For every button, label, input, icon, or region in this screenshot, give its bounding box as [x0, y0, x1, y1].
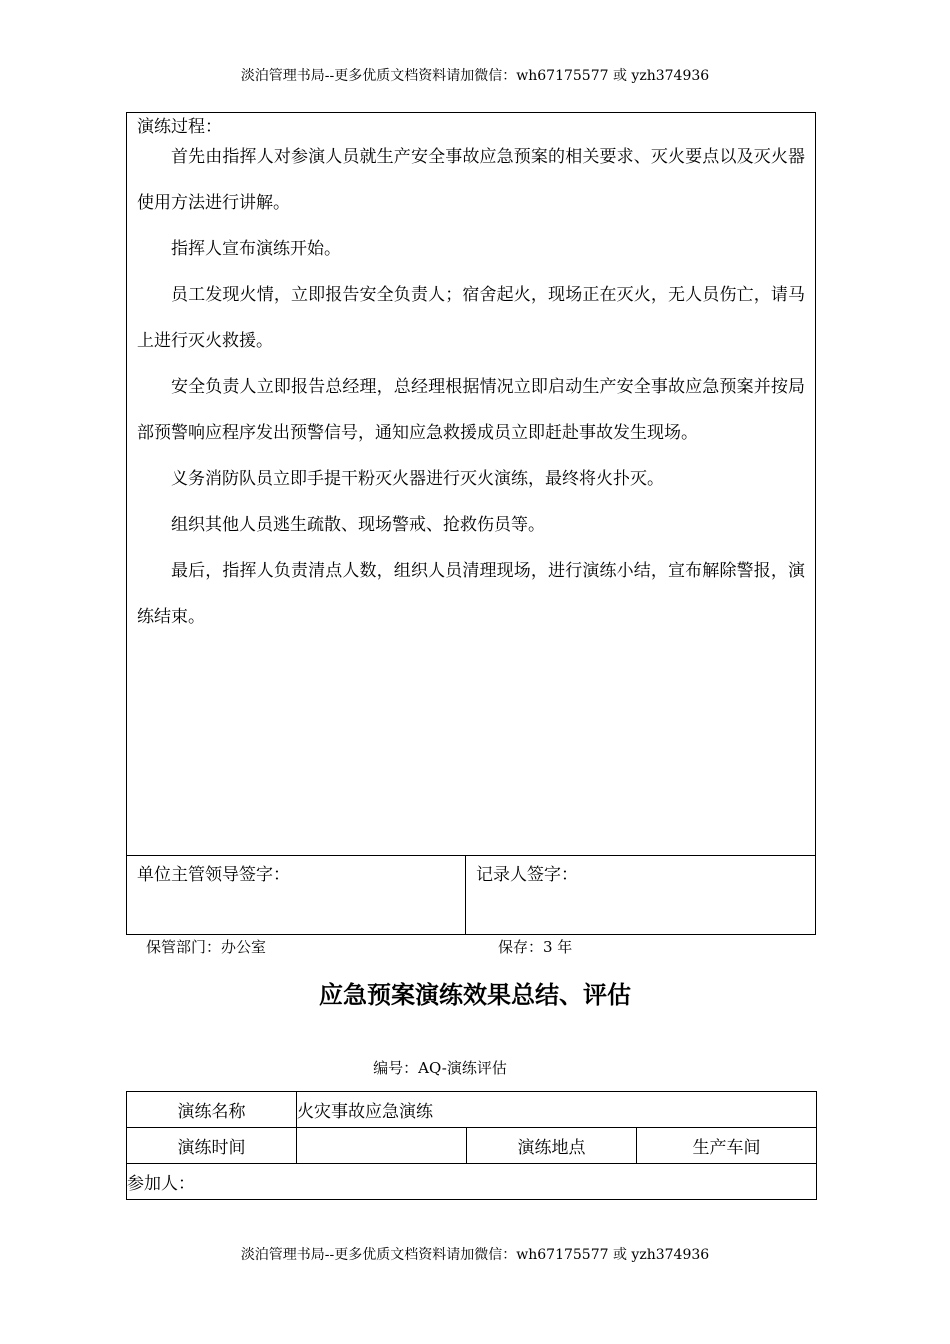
participants-cell: 参加人：	[127, 1164, 817, 1200]
table-row	[127, 1164, 817, 1200]
process-paragraph: 组织其他人员逃生疏散、现场警戒、抢救伤员等。	[171, 515, 545, 535]
evaluation-title: 应急预案演练效果总结、评估	[319, 981, 631, 1009]
drill-name-value: 火灾事故应急演练	[297, 1092, 817, 1128]
keeping-period: 保存：3 年	[498, 938, 573, 956]
drill-name-label: 演练名称	[127, 1092, 297, 1128]
process-paragraph: 义务消防队员立即手提干粉灭火器进行灭火演练，最终将火扑灭。	[171, 469, 664, 489]
signature-row	[127, 855, 815, 934]
evaluation-code: 编号：AQ-演练评估	[373, 1059, 507, 1077]
page-footer: 淡泊管理书局--更多优质文档资料请加微信：wh67175577 或 yzh374936	[240, 1247, 710, 1263]
process-paragraph: 员工发现火情，立即报告安全负责人；宿舍起火，现场正在灭火，无人员伤亡，请马上进行灭火救援。	[137, 285, 805, 351]
drill-process-cell	[127, 113, 815, 856]
keeping-department: 保管部门：办公室	[146, 938, 267, 956]
process-paragraph: 首先由指挥人对参演人员就生产安全事故应急预案的相关要求、灭火要点以及灭火器使用方法进行讲解。	[137, 147, 805, 213]
leader-signature-cell: 单位主管领导签字：	[127, 855, 466, 934]
recorder-signature-cell: 记录人签字：	[476, 865, 578, 885]
evaluation-table	[126, 1091, 817, 1200]
page-header: 淡泊管理书局--更多优质文档资料请加微信：wh67175577 或 yzh374936	[240, 68, 710, 84]
drill-location-label: 演练地点	[467, 1128, 637, 1164]
drill-location-value: 生产车间	[637, 1128, 817, 1164]
drill-process-paragraphs	[137, 134, 805, 640]
table-row	[127, 1128, 817, 1164]
drill-record-box	[126, 112, 816, 935]
process-paragraph: 安全负责人立即报告总经理，总经理根据情况立即启动生产安全事故应急预案并按局部预警响应程序发出预警信号，通知应急救援成员立即赶赴事故发生现场。	[137, 377, 805, 443]
drill-time-label: 演练时间	[127, 1128, 297, 1164]
table-row	[127, 1092, 817, 1128]
drill-process-title: 演练过程：	[137, 117, 222, 137]
drill-time-value	[297, 1128, 467, 1164]
process-paragraph: 最后，指挥人负责清点人数，组织人员清理现场，进行演练小结，宣布解除警报，演练结束。	[137, 561, 805, 627]
process-paragraph: 指挥人宣布演练开始。	[171, 239, 341, 259]
